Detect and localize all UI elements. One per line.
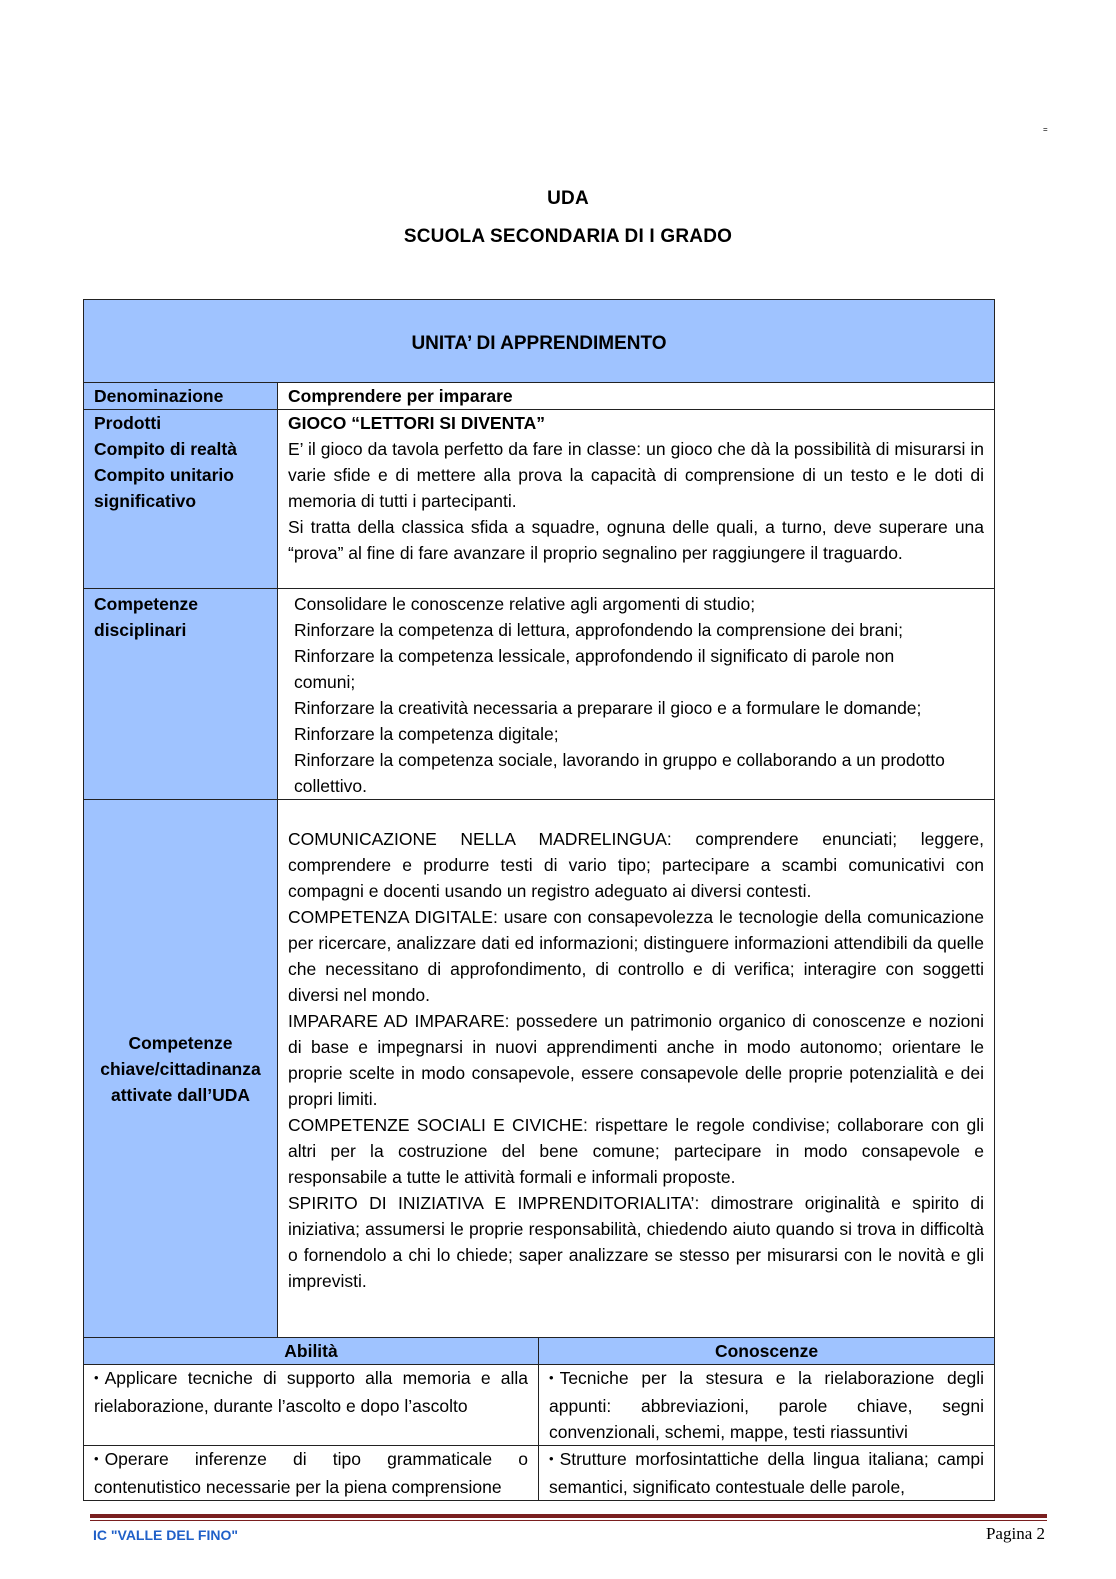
list-item: Rinforzare la competenza sociale, lavorando in gruppo e collaborando a un prodotto collettivo. [294,750,945,796]
abilita-header: Abilità [84,1338,539,1365]
competenze-chiave-label: attivate dall’UDA [110,1084,251,1105]
prodotti-paragraph: E’ il gioco da tavola perfetto da fare in classe: un gioco che dà la possibilità di misurarsi in varie sfide e di mettere alla prova la capacità di comprensione di un testo e le doti di memoria di tutti i partecipanti. [288,439,985,511]
corner-mark: = [1043,125,1048,134]
conoscenze-text: Strutture morfosintattiche della lingua italiana; campi semantici, significato contestuale delle parole, [549,1449,985,1497]
footer-school-name: IC "VALLE DEL FINO" [93,1527,238,1543]
prodotti-label: Prodotti [94,413,162,433]
prodotti-paragraph: Si tratta della classica sfida a squadre, ognuna delle quali, a turno, deve superare una “prova” al fine di fare avanzare il proprio segnalino per raggiungere il traguardo. [288,517,985,563]
footer-rule-thin [90,1520,1047,1521]
list-item: Rinforzare la competenza di lettura, approfondendo la comprensione dei brani; [294,620,903,640]
abilita-text: Operare inferenze di tipo grammaticale o contenutistico necessarie per la piena comprensione [94,1449,528,1497]
competenza-paragraph: COMUNICAZIONE NELLA MADRELINGUA: comprendere enunciati; leggere, comprendere e produrre testi di vario tipo; partecipare a scambi comunicativi con compagni e docenti usando un registro adeguato ai diversi contesti. [288,829,985,901]
competenza-paragraph: SPIRITO DI INIZIATIVA E IMPRENDITORIALITA’: dimostrare originalità e spirito di iniziativa; assumersi le proprie responsabilità, chiedendo aiuto quando si trova in difficoltà o fornendolo a chi lo chiede; saper analizzare se stesso per misurarsi con le novità e gli imprevisti. [288,1193,985,1291]
abilita-cell [84,1446,539,1501]
prodotti-title: GIOCO “LETTORI SI DIVENTA” [288,413,546,433]
list-item: Rinforzare la competenza lessicale, approfondendo il significato di parole non comuni; [294,646,895,692]
conoscenze-text: Tecniche per la stesura e la rielaborazione degli appunti: abbreviazioni, parole chiave, segni convenzionali, schemi, mappe, testi riassuntivi [549,1368,985,1442]
competenza-paragraph: IMPARARE AD IMPARARE: possedere un patrimonio organico di conoscenze e nozioni di base e impegnarsi in nuovi apprendimenti anche in modo autonomo; orientare le proprie scelte in modo consapevole, essere consapevole delle proprie potenzialità e dei propri limiti. [288,1011,985,1109]
bullet-icon [549,1449,560,1469]
compito-realta-label: Compito di realtà [94,439,237,459]
bullet-icon [94,1449,105,1469]
compito-unitario-label: Compito unitario [94,465,234,485]
list-item: Rinforzare la creatività necessaria a preparare il gioco e a formulare le domande; [294,698,922,718]
competenze-chiave-label: Competenze [128,1032,233,1053]
list-item: Rinforzare la competenza digitale; [294,724,559,744]
abilita-text: Applicare tecniche di supporto alla memoria e alla rielaborazione, durante l’ascolto e dopo l’ascolto [94,1368,528,1416]
footer-page-number: Pagina 2 [985,1524,1045,1543]
significativo-label: significativo [94,491,197,511]
conoscenze-cell [539,1365,995,1446]
bullet-icon [94,1368,105,1388]
conoscenze-header: Conoscenze [539,1338,995,1365]
prodotti-label-cell [84,410,278,589]
competenza-paragraph: COMPETENZA DIGITALE: usare con consapevolezza le tecnologie della comunicazione per ricercare, analizzare dati ed informazioni; distinguere informazioni attendibili da quelle che necessitano di approfondimento, di controllo e di verifica; interagire con soggetti diversi nel mondo. [288,907,985,1005]
document-title: UDA [547,188,589,209]
uda-table [83,299,995,1501]
bullet-icon [549,1368,560,1388]
competenze-disciplinari-label: Competenze [94,594,199,614]
competenze-disciplinari-list [278,589,995,800]
competenze-chiave-label-cell [84,800,278,1338]
table-heading: UNITA’ DI APPRENDIMENTO [84,300,995,383]
abilita-cell [84,1365,539,1446]
list-item: Consolidare le conoscenze relative agli argomenti di studio; [294,594,756,614]
competenze-chiave-label: chiave/cittadinanza [100,1058,261,1079]
competenze-chiave-content [278,800,995,1338]
denominazione-value: Comprendere per imparare [278,383,995,410]
denominazione-label: Denominazione [84,383,278,410]
footer-rule [90,1514,1047,1518]
prodotti-content [278,410,995,589]
competenze-disciplinari-label-cell [84,589,278,800]
competenza-paragraph: COMPETENZE SOCIALI E CIVICHE: rispettare le regole condivise; collaborare con gli altri per la costruzione del bene comune; partecipare in modo consapevole e responsabile a tutte le attività formali e informali proposte. [288,1115,985,1187]
document-subtitle: SCUOLA SECONDARIA DI I GRADO [403,226,733,247]
conoscenze-cell [539,1446,995,1501]
competenze-disciplinari-label: disciplinari [94,620,187,640]
